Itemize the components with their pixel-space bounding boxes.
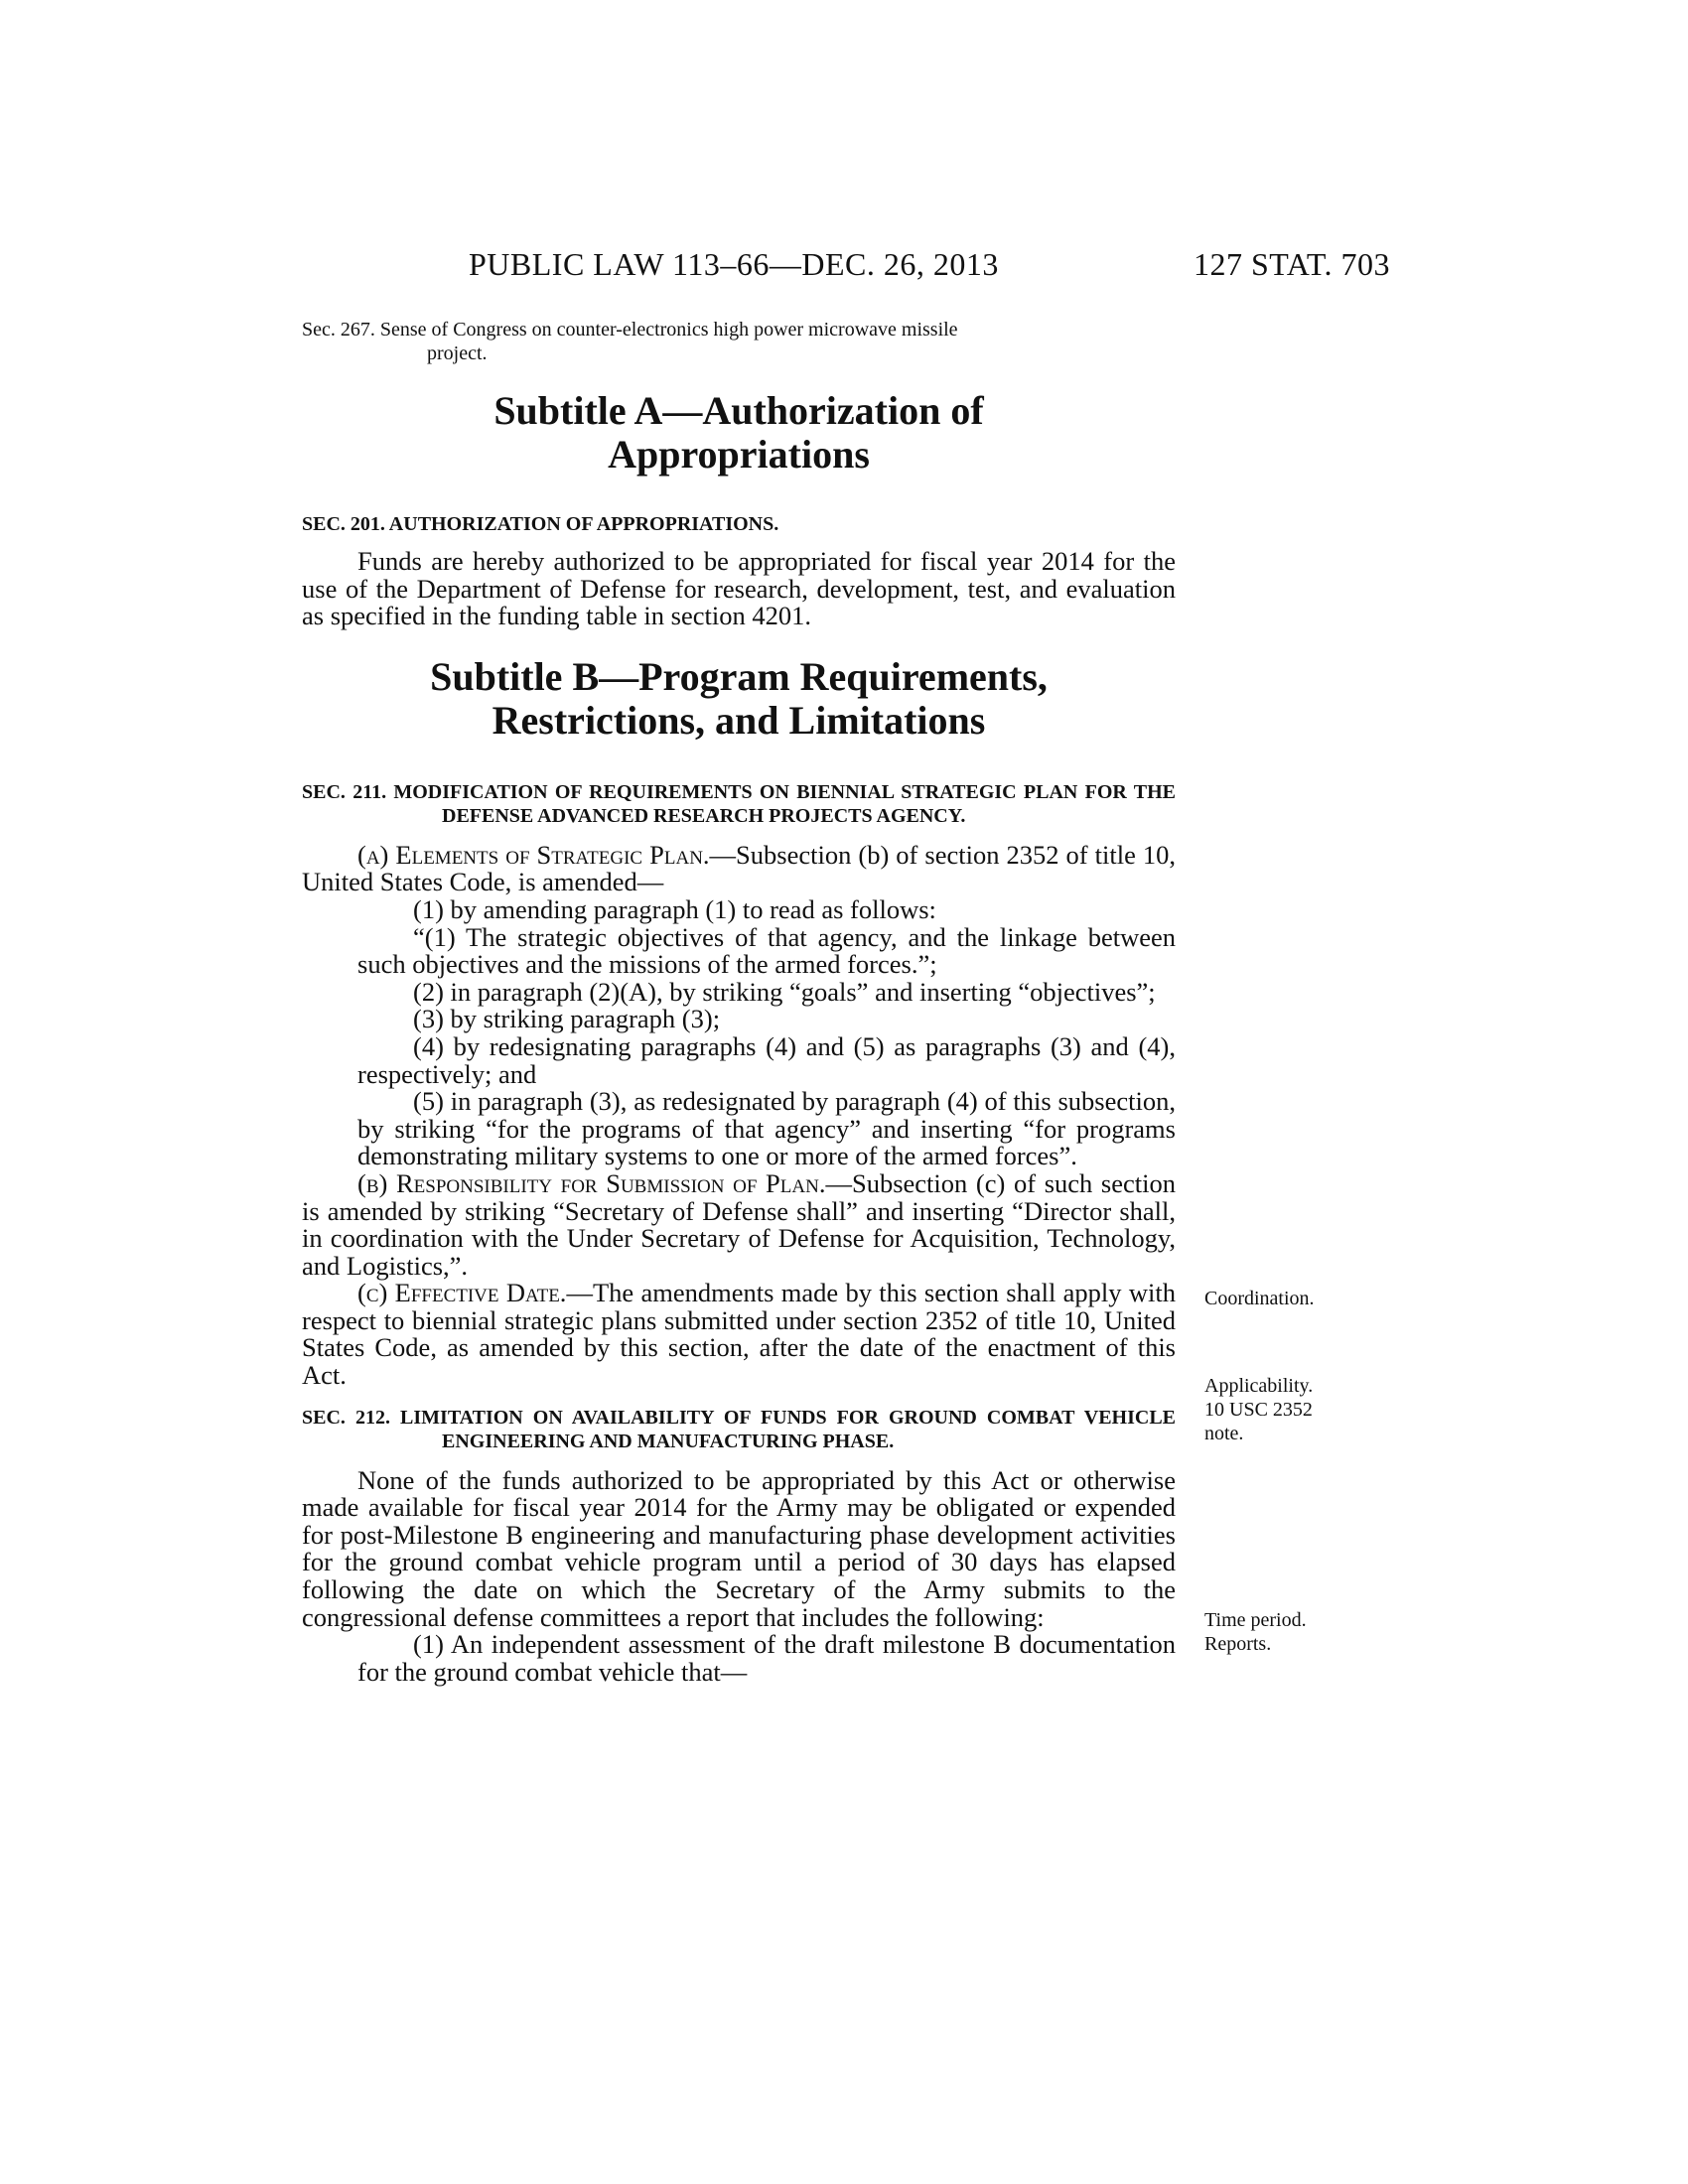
sec211-item-1: (1) by amending paragraph (1) to read as follows: bbox=[413, 893, 936, 924]
sec211-item-3: (3) by striking paragraph (3); bbox=[413, 1004, 721, 1034]
subtitle-a-line1: Subtitle A—Authorization of bbox=[493, 388, 984, 433]
sec211-number: SEC. 211. bbox=[302, 780, 394, 803]
sec211-b-caption: (b) Responsibility for Submission of Plan. bbox=[357, 1167, 826, 1198]
header-title: PUBLIC LAW 113–66—DEC. 26, 2013 bbox=[469, 246, 999, 282]
toc-entry bbox=[302, 318, 1176, 365]
sec211-heading bbox=[302, 780, 1176, 828]
subtitle-b-heading bbox=[302, 655, 1176, 743]
sec211-item-4: (4) by redesignating paragraphs (4) and (5) as paragraphs (3) and (4), respectively; and bbox=[357, 1030, 1176, 1089]
sec212-number: SEC. 212. bbox=[302, 1406, 401, 1429]
sec212-body: None of the funds authorized to be appropriated by this Act or otherwise made available for fiscal year 2014 for the Army may be obligated or expended for post-Milestone B engineering and manufacturing phase development activities for the ground combat vehicle program until a period of 30 days has elapsed following the date on which the Secretary of the Army submits to the congressional defense committees a report that includes the following: bbox=[302, 1464, 1176, 1632]
margin-note-coordination-text: Coordination. bbox=[1204, 1288, 1315, 1309]
margin-note-applicability-text: Applicability. bbox=[1204, 1375, 1314, 1397]
subtitle-a-heading bbox=[302, 389, 1176, 477]
toc-text-continued: project. bbox=[427, 342, 488, 364]
sec201-body: Funds are hereby authorized to be appropriated for fiscal year 2014 for the use of the Department of Defense for research, development, test, and evaluation as specified in the funding table in section 4201. bbox=[302, 546, 1176, 631]
sec211-c-text: —The amendments made by this section shall apply with respect to biennial strategic plans submitted under section 2352 of title 10, United States Code, as amended by this section, after the date of the enactment of this Act. bbox=[302, 1278, 1176, 1391]
main-content bbox=[302, 389, 1176, 1686]
sec211-subsection-c bbox=[302, 1280, 1176, 1389]
sec212-title: LIMITATION ON AVAILABILITY OF FUNDS FOR GROUND COMBAT VEHICLE ENGINEERING AND MANUFACTURING PHASE. bbox=[400, 1406, 1176, 1452]
subtitle-b-line1: Subtitle B—Program Requirements, bbox=[430, 653, 1048, 699]
sec201-heading: SEC. 201. AUTHORIZATION OF APPROPRIATIONS. bbox=[302, 513, 779, 535]
sec211-a-text: —Subsection (b) of section 2352 of title 10, United States Code, is amended— bbox=[302, 839, 1176, 897]
sec211-a-caption: (a) Elements of Strategic Plan. bbox=[357, 839, 710, 870]
sec211-b-text: —Subsection (c) of such section is amended by striking “Secretary of Defense shall” and inserting “Director shall, in coordination with the Under Secretary of Defense for Acquisition, Technology, and Logistics,”. bbox=[302, 1167, 1176, 1281]
sec212-heading bbox=[302, 1406, 1176, 1453]
sec211-item-5: (5) in paragraph (3), as redesignated by paragraph (4) of this subsection, by striking “for the programs of that agency” and inserting “for programs demonstrating military systems to one or more of the armed forces”. bbox=[357, 1086, 1176, 1171]
margin-note-applicability bbox=[1204, 1374, 1363, 1445]
toc-text: Sense of Congress on counter-electronics high power microwave missile bbox=[379, 319, 958, 341]
sec211-subsection-b bbox=[302, 1167, 1176, 1281]
sec211-item-2: (2) in paragraph (2)(A), by striking “goals” and inserting “objectives”; bbox=[413, 976, 1156, 1007]
sec211-title: MODIFICATION OF REQUIREMENTS ON BIENNIAL STRATEGIC PLAN FOR THE DEFENSE ADVANCED RESEARCH PROJECTS AGENCY. bbox=[393, 780, 1176, 827]
toc-number: Sec. 267. bbox=[302, 319, 375, 341]
sec211-subsection-a bbox=[302, 839, 1176, 897]
margin-note-time-period bbox=[1204, 1608, 1363, 1656]
margin-note-note: note. bbox=[1204, 1423, 1244, 1444]
margin-note-usc: 10 USC 2352 bbox=[1204, 1399, 1313, 1421]
margin-note-time-period-text: Time period. bbox=[1204, 1609, 1307, 1631]
margin-note-coordination bbox=[1204, 1287, 1363, 1310]
subtitle-b-line2: Restrictions, and Limitations bbox=[492, 697, 986, 743]
margin-note-reports: Reports. bbox=[1204, 1633, 1272, 1655]
sec211-quote-1: “(1) The strategic objectives of that agency, and the linkage between such objectives and the missions of the armed forces.”; bbox=[357, 921, 1176, 980]
subtitle-a-line2: Appropriations bbox=[608, 432, 870, 477]
header-stat-page: 127 STAT. 703 bbox=[1194, 246, 1391, 282]
sec212-item-1: (1) An independent assessment of the draft milestone B documentation for the ground combat vehicle that— bbox=[357, 1629, 1176, 1687]
sec211-c-caption: (c) Effective Date. bbox=[357, 1278, 567, 1308]
page-header bbox=[0, 246, 1688, 286]
